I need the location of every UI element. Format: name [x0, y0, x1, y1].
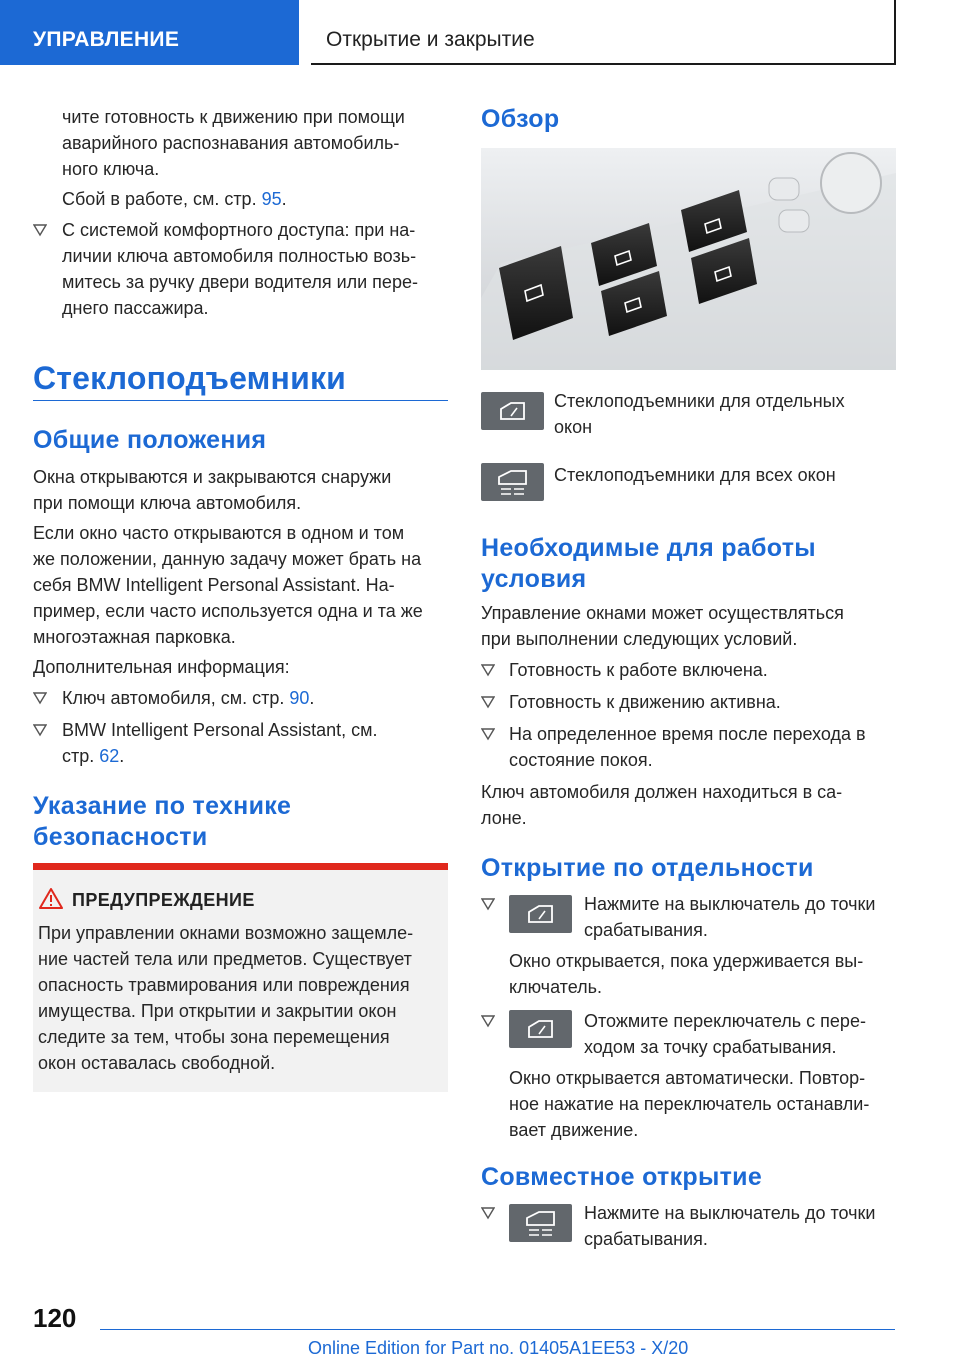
heading-conditions-line-1: Необходимые для работы: [481, 534, 816, 562]
bullet-triangle-icon: [33, 691, 47, 705]
window-switches-photo: [481, 148, 896, 370]
warning-line-3: опасность травмирования или повреждения: [38, 975, 410, 995]
single-b2-line-2: ходом за точку срабатывания.: [584, 1037, 837, 1057]
bullet-assistant-end: .: [119, 746, 125, 766]
warning-line-1: При управлении окнами возможно защемле-: [38, 923, 414, 943]
comfort-line-3: митесь за ручку двери водителя или пере-: [62, 272, 418, 292]
key-p-line-2: лоне.: [481, 808, 527, 828]
conditions-p-line-1: Управление окнами может осуществляться: [481, 603, 844, 623]
warning-line-6: окон оставалась свободной.: [38, 1053, 276, 1073]
comfort-line-1: С системой комфортного доступа: при на-: [62, 220, 416, 240]
legend-single-line-2: окон: [554, 417, 593, 437]
condition-idle-line-1: На определенное время после перехода в: [509, 724, 866, 744]
bullet-triangle-icon: [33, 723, 47, 737]
heading-safety-line-2: безопасности: [33, 823, 208, 851]
warning-title: ПРЕДУПРЕЖДЕНИЕ: [72, 890, 255, 910]
warning-line-5: следите за тем, чтобы зона перемещения: [38, 1027, 390, 1047]
bullet-triangle-icon: [481, 1206, 495, 1220]
single-b2-note-line-1: Окно открывается автоматически. Повтор-: [509, 1068, 866, 1088]
section-title: УПРАВЛЕНИЕ: [33, 28, 180, 51]
single-b2-line-1: Отожмите переключатель с пере-: [584, 1011, 866, 1031]
single-window-lift-icon: [481, 392, 544, 430]
legend-single-line-1: Стеклоподъемники для отдельных: [554, 391, 845, 411]
single-b2-note-line-2: ное нажатие на переключатель останавли-: [509, 1094, 870, 1114]
bullet-triangle-icon: [481, 897, 495, 911]
all-windows-lift-icon: [509, 1204, 572, 1242]
single-b1-line-2: срабатывания.: [584, 920, 708, 940]
bullet-assistant-text: стр.: [62, 746, 100, 766]
section-tab: [0, 0, 299, 65]
chapter-title: Открытие и закрытие: [326, 28, 535, 51]
heading-conditions-line-2: условия: [481, 565, 587, 593]
comfort-line-4: днего пассажира.: [62, 298, 209, 318]
all-windows-lift-icon: [481, 463, 544, 501]
bullet-triangle-icon: [481, 663, 495, 677]
car-key-page-link[interactable]: 90: [289, 688, 310, 708]
warning-triangle-icon: [38, 887, 64, 916]
conditions-p-line-2: при выполнении следующих условий.: [481, 629, 798, 649]
assistant-page-link[interactable]: 62: [99, 746, 120, 766]
section-heading-window-lifts: Стеклоподъемники: [33, 360, 347, 396]
warning-line-2: ние частей тела или предметов. Существует: [38, 949, 412, 969]
heading-joint-opening: Совместное открытие: [481, 1163, 763, 1191]
bullet-triangle-icon: [481, 727, 495, 741]
fault-text: Сбой в работе, см. стр.: [62, 189, 262, 209]
chapter-tab: [311, 0, 896, 65]
condition-ready-to-operate: Готовность к работе включена.: [509, 660, 768, 680]
bullet-car-key-end: .: [309, 688, 315, 708]
bullet-triangle-icon: [33, 223, 47, 237]
footer-edition: Online Edition for Part no. 01405A1EE53 - X/20: [308, 1338, 689, 1358]
condition-idle-line-2: состояние покоя.: [509, 750, 653, 770]
single-b1-line-1: Нажмите на выключатель до точки: [584, 894, 876, 914]
general-p1-line-2: при помощи ключа автомобиля.: [33, 493, 302, 513]
joint-b1-line-2: срабатывания.: [584, 1229, 708, 1249]
footer-rule: [100, 1329, 895, 1330]
single-window-lift-icon: [509, 895, 572, 933]
heading-rule: [33, 400, 448, 401]
more-info-label: Дополнительная информация:: [33, 657, 290, 677]
heading-general: Общие положения: [33, 426, 267, 454]
warning-line-4: имущества. При открытии и закрытии окон: [38, 1001, 397, 1021]
intro-line-2: аварийного распознавания автомобиль-: [62, 133, 400, 153]
joint-b1-line-1: Нажмите на выключатель до точки: [584, 1203, 876, 1223]
bullet-assistant-line-2: [62, 743, 124, 769]
heading-overview: Обзор: [481, 105, 560, 133]
bullet-triangle-icon: [481, 695, 495, 709]
warning-bar: [33, 863, 448, 870]
single-b2-note-line-3: вает движение.: [509, 1120, 639, 1140]
general-p2-line-2: же положении, данную задачу может брать на: [33, 549, 422, 569]
legend-all-windows: Стеклоподъемники для всех окон: [554, 465, 836, 485]
single-b1-note-line-2: ключатель.: [509, 977, 603, 997]
fault-end: .: [281, 189, 287, 209]
general-p2-line-4: пример, если часто используется одна и та же: [33, 601, 423, 621]
general-p2-line-5: многоэтажная парковка.: [33, 627, 236, 647]
comfort-line-2: личии ключа автомобиля полностью возь-: [62, 246, 417, 266]
heading-safety-line-1: Указание по технике: [33, 792, 292, 820]
intro-line-1: чите готовность к движению при помощи: [62, 107, 405, 127]
single-b1-note-line-1: Окно открывается, пока удерживается вы-: [509, 951, 864, 971]
general-p2-line-1: Если окно часто открываются в одном и том: [33, 523, 405, 543]
bullet-triangle-icon: [481, 1014, 495, 1028]
fault-reference: [62, 186, 287, 212]
page-number: 120: [33, 1303, 77, 1333]
condition-ready-to-drive: Готовность к движению активна.: [509, 692, 781, 712]
bullet-car-key-text: Ключ автомобиля, см. стр.: [62, 688, 290, 708]
bullet-assistant-line-1: BMW Intelligent Personal Assistant, см.: [62, 720, 378, 740]
intro-line-3: ного ключа.: [62, 159, 160, 179]
fault-page-link[interactable]: 95: [261, 189, 282, 209]
general-p2-line-3: себя BMW Intelligent Personal Assistant. На-: [33, 575, 395, 595]
single-window-lift-icon: [509, 1010, 572, 1048]
bullet-car-key: [62, 685, 314, 711]
heading-single-opening: Открытие по отдельности: [481, 854, 814, 882]
general-p1-line-1: Окна открываются и закрываются снаружи: [33, 467, 392, 487]
key-p-line-1: Ключ автомобиля должен находиться в са-: [481, 782, 843, 802]
